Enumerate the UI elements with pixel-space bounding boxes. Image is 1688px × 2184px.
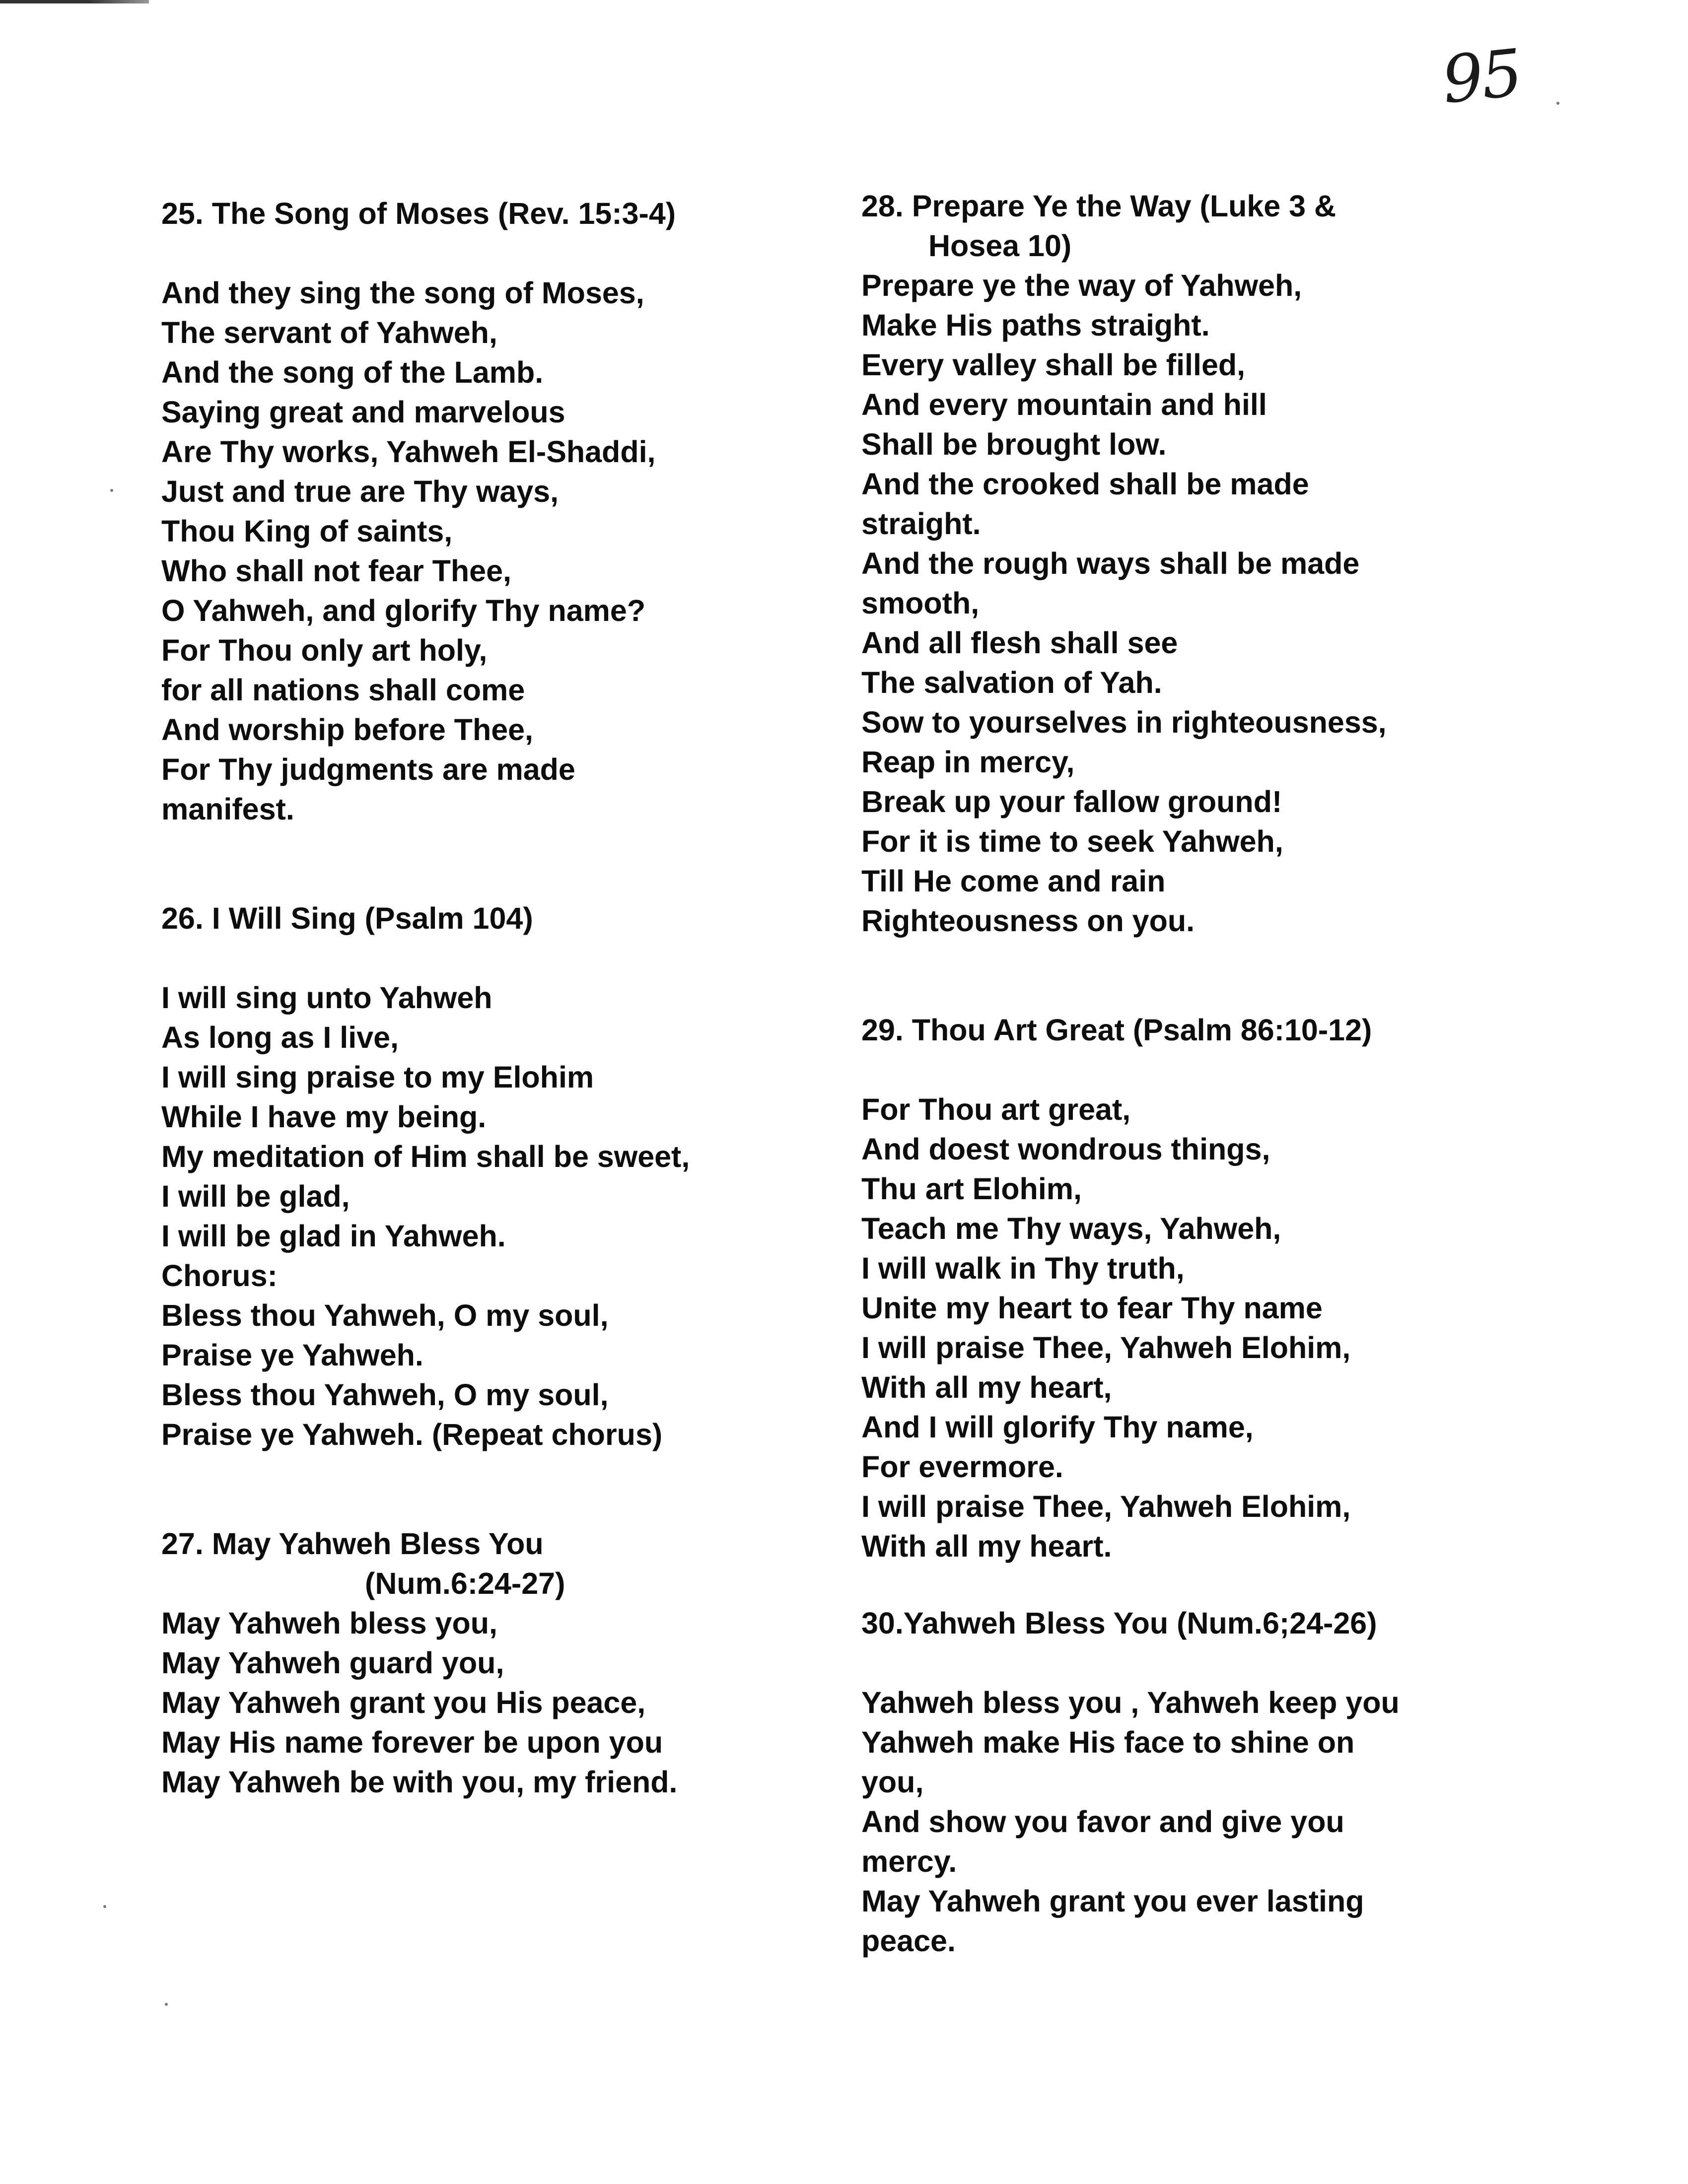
- lyric-line: While I have my being.: [161, 1100, 487, 1134]
- lyrics: [161, 978, 837, 1454]
- lyric-line: For Thy judgments are made: [161, 752, 575, 786]
- handwritten-page-number: 95: [1438, 35, 1524, 118]
- lyric-line: The servant of Yahweh,: [161, 316, 497, 349]
- lyric-line: Prepare ye the way of Yahweh,: [861, 269, 1302, 302]
- song-1: [861, 186, 1556, 941]
- scan-speck: [1556, 102, 1559, 105]
- lyric-line: Yahweh bless you , Yahweh keep you: [861, 1686, 1400, 1719]
- lyric-line: Yahweh make His face to shine on: [861, 1725, 1355, 1759]
- lyric-line: Are Thy works, Yahweh El-Shaddi,: [161, 435, 656, 469]
- song-2: [161, 898, 837, 1454]
- lyric-line: Saying great and marvelous: [161, 395, 565, 429]
- lyrics: [861, 266, 1556, 941]
- lyric-line: May Yahweh grant you His peace,: [161, 1686, 646, 1719]
- lyric-line: And they sing the song of Moses,: [161, 276, 644, 310]
- lyrics: [161, 1603, 837, 1802]
- lyric-line: And worship before Thee,: [161, 713, 534, 747]
- lyric-line: And show you favor and give you: [861, 1805, 1344, 1839]
- lyric-line: With all my heart,: [861, 1370, 1112, 1404]
- lyric-line: And doest wondrous things,: [861, 1132, 1270, 1166]
- song-title-line: 27. May Yahweh Bless You: [161, 1527, 544, 1561]
- song-title: [161, 194, 837, 233]
- scan-speck: [165, 2003, 168, 2006]
- lyric-line: The salvation of Yah.: [861, 666, 1162, 699]
- lyric-line: Bless thou Yahweh, O my soul,: [161, 1378, 609, 1412]
- lyric-line: Till He come and rain: [861, 864, 1166, 898]
- song-2: [861, 1010, 1556, 1566]
- lyric-line: I will sing unto Yahweh: [161, 981, 492, 1015]
- lyric-line: Praise ye Yahweh. (Repeat chorus): [161, 1418, 663, 1451]
- scan-speck: [110, 489, 113, 492]
- lyric-line: May Yahweh grant you ever lasting: [861, 1884, 1364, 1918]
- right-column: [861, 186, 1556, 1961]
- lyric-line: Who shall not fear Thee,: [161, 554, 511, 588]
- lyric-line: And all flesh shall see: [861, 626, 1178, 660]
- lyric-line: Break up your fallow ground!: [861, 785, 1282, 819]
- lyric-line: May Yahweh bless you,: [161, 1606, 497, 1640]
- lyrics: [161, 273, 837, 829]
- lyrics: [861, 1090, 1556, 1566]
- lyric-line: Chorus:: [161, 1259, 278, 1293]
- lyric-line: Just and true are Thy ways,: [161, 475, 559, 508]
- lyric-line: peace.: [861, 1924, 956, 1958]
- lyric-line: May Yahweh be with you, my friend.: [161, 1765, 678, 1799]
- song-title: [861, 1603, 1556, 1643]
- lyric-line: I will praise Thee, Yahweh Elohim,: [861, 1490, 1351, 1523]
- scan-edge-mark: [0, 0, 149, 3]
- lyric-line: May Yahweh guard you,: [161, 1646, 504, 1680]
- song-title-line: 25. The Song of Moses (Rev. 15:3-4): [161, 197, 676, 230]
- lyric-line: Righteousness on you.: [861, 904, 1195, 938]
- song-title-continuation: (Num.6:24-27): [365, 1567, 565, 1600]
- lyric-line: Make His paths straight.: [861, 308, 1210, 342]
- song-title: [161, 898, 837, 938]
- lyric-line: I will sing praise to my Elohim: [161, 1060, 594, 1094]
- lyric-line: I will be glad,: [161, 1179, 350, 1213]
- lyric-line: And the crooked shall be made: [861, 467, 1309, 501]
- spacer: [861, 1643, 1556, 1683]
- lyric-line: mercy.: [861, 1844, 957, 1878]
- song-separator: [161, 1454, 837, 1524]
- spacer: [161, 233, 837, 273]
- lyric-line: Every valley shall be filled,: [861, 348, 1246, 382]
- song-title-continuation: Hosea 10): [928, 229, 1072, 263]
- lyric-line: I will be glad in Yahweh.: [161, 1219, 506, 1253]
- lyric-line: For Thou art great,: [861, 1092, 1131, 1126]
- lyric-line: And I will glorify Thy name,: [861, 1410, 1254, 1444]
- lyric-line: And the song of the Lamb.: [161, 355, 544, 389]
- lyric-line: And the rough ways shall be made: [861, 546, 1360, 580]
- song-separator: [861, 1566, 1556, 1603]
- lyric-line: For Thou only art holy,: [161, 633, 488, 667]
- song-title-line: 26. I Will Sing (Psalm 104): [161, 901, 533, 935]
- lyric-line: Thou King of saints,: [161, 514, 453, 548]
- lyric-line: For evermore.: [861, 1450, 1063, 1484]
- lyric-line: Shall be brought low.: [861, 427, 1167, 461]
- song-title-line: 30.Yahweh Bless You (Num.6;24-26): [861, 1606, 1377, 1640]
- lyric-line: Sow to yourselves in righteousness,: [861, 705, 1387, 739]
- lyric-line: you,: [861, 1765, 924, 1799]
- song-title-line: 28. Prepare Ye the Way (Luke 3 &: [861, 189, 1336, 223]
- lyric-line: For it is time to seek Yahweh,: [861, 824, 1283, 858]
- lyric-line: I will praise Thee, Yahweh Elohim,: [861, 1331, 1351, 1365]
- lyric-line: Praise ye Yahweh.: [161, 1338, 423, 1372]
- scan-speck: [103, 1905, 106, 1908]
- song-title: [161, 1524, 837, 1603]
- song-title-line: 29. Thou Art Great (Psalm 86:10-12): [861, 1013, 1372, 1047]
- lyric-line: Reap in mercy,: [861, 745, 1075, 779]
- lyric-line: smooth,: [861, 586, 980, 620]
- song-1: [161, 194, 837, 829]
- song-title: [861, 186, 1556, 266]
- lyric-line: manifest.: [161, 792, 294, 826]
- spacer: [861, 1050, 1556, 1090]
- song-title: [861, 1010, 1556, 1050]
- lyric-line: I will walk in Thy truth,: [861, 1251, 1185, 1285]
- lyric-line: Teach me Thy ways, Yahweh,: [861, 1212, 1281, 1245]
- lyric-line: My meditation of Him shall be sweet,: [161, 1140, 690, 1173]
- spacer: [161, 938, 837, 978]
- lyric-line: Unite my heart to fear Thy name: [861, 1291, 1323, 1325]
- lyric-line: With all my heart.: [861, 1529, 1112, 1563]
- song-separator: [861, 941, 1556, 1010]
- lyric-line: May His name forever be upon you: [161, 1725, 663, 1759]
- song-3: [161, 1524, 837, 1802]
- song-separator: [161, 829, 837, 898]
- lyrics: [861, 1683, 1556, 1961]
- lyric-line: O Yahweh, and glorify Thy name?: [161, 594, 646, 627]
- song-3: [861, 1603, 1556, 1961]
- lyric-line: As long as I live,: [161, 1021, 399, 1054]
- lyric-line: Thu art Elohim,: [861, 1172, 1082, 1206]
- left-column: [161, 194, 837, 1802]
- lyric-line: straight.: [861, 507, 981, 541]
- lyric-line: for all nations shall come: [161, 673, 525, 707]
- lyric-line: Bless thou Yahweh, O my soul,: [161, 1298, 609, 1332]
- lyric-line: And every mountain and hill: [861, 388, 1267, 421]
